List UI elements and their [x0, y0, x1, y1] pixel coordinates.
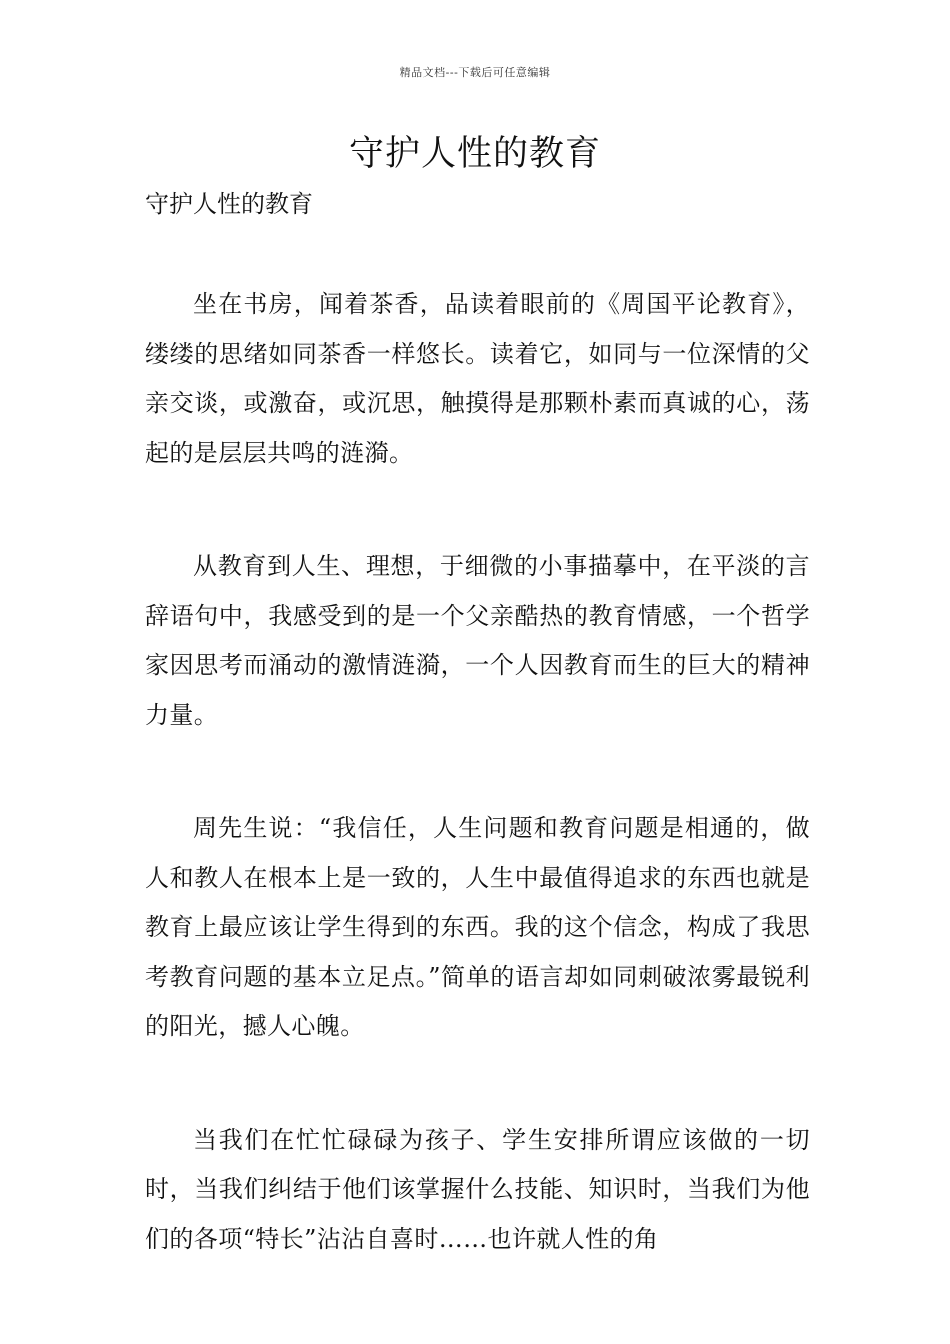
paragraph-1: 坐在书房，闻着茶香，品读着眼前的《周国平论教育》，缕缕的思绪如同茶香一样悠长。读着它，如同与一位深情的父亲交谈，或激奋，或沉思，触摸得是那颗朴素而真诚的心，荡起的是层层共鸣的涟漪。 [145, 290, 810, 467]
document-title: 守护人性的教育 [348, 134, 601, 174]
document-body [145, 280, 810, 1328]
paragraph-2: 从教育到人生、理想，于细微的小事描摹中，在平淡的言辞语句中，我感受到的是一个父亲酷热的教育情感，一个哲学家因思考而涌动的激情涟漪，一个人因教育而生的巨大的精神力量。 [145, 552, 810, 729]
page-header: 精品文档---下载后可任意编辑 [399, 66, 551, 79]
paragraph-4: 当我们在忙忙碌碌为孩子、学生安排所谓应该做的一切时，当我们纠结于他们该掌握什么技能、知识时，当我们为他们的各项“特长”沾沾自喜时……也许就人性的角 [145, 1125, 810, 1253]
paragraph-3: 周先生说：“我信任，人生问题和教育问题是相通的，做人和教人在根本上是一致的，人生中最值得追求的东西也就是教育上最应该让学生得到的东西。我的这个信念，构成了我思考教育问题的基本立足点。”简单的语言却如同刺破浓雾最锐利的阳光，撼人心魄。 [145, 814, 810, 1040]
document-subtitle: 守护人性的教育 [145, 190, 313, 218]
